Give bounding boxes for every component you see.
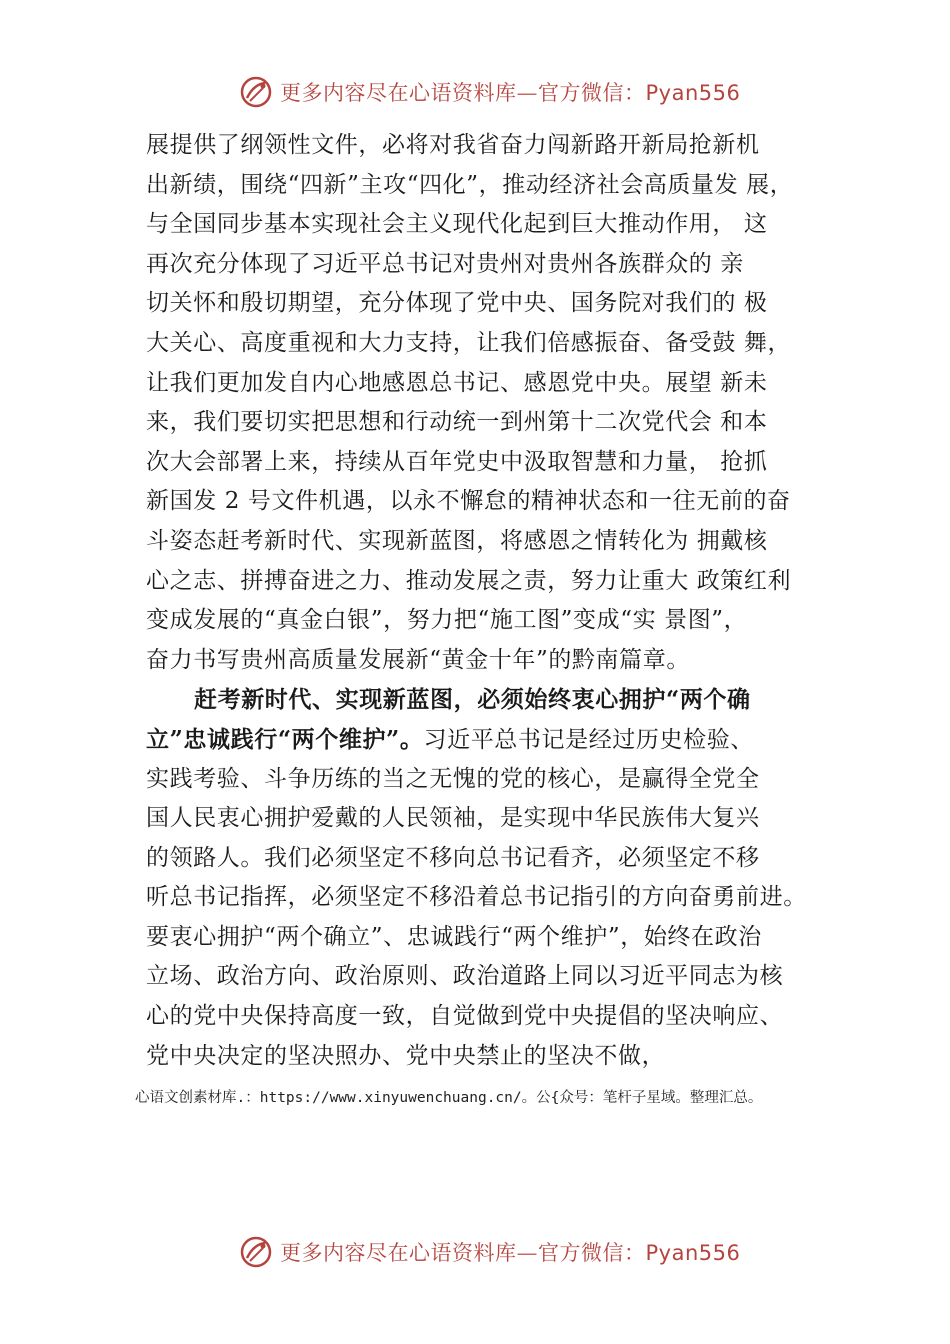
banner-contact: 官方微信：Pyan556 — [538, 1241, 741, 1265]
text-line: 要衷心拥护“两个确立”、忠诚践行“两个维护”，始终在政治 — [146, 923, 762, 950]
text-line: 的领路人。我们必须坚定不移向总书记看齐，必须坚定不移 — [146, 844, 760, 871]
text-line: 国人民衷心拥护爱戴的人民领袖，是实现中华民族伟大复兴 — [146, 805, 760, 832]
banner-title: 更多内容尽在心语资料库 — [280, 81, 517, 105]
text-line: 心的党中央保持高度一致，自觉做到党中央提倡的坚决响应、 — [146, 1003, 784, 1030]
banner-contact: 官方微信：Pyan556 — [538, 81, 741, 105]
text-line: 次大会部署上来，持续从百年党史中汲取智慧和力量， 抢抓 — [146, 448, 768, 475]
logo-icon — [238, 1234, 274, 1270]
text-line: 变成发展的“真金白银”，努力把“施工图”变成“实 景图”， — [146, 607, 748, 634]
text-line: 再次充分体现了习近平总书记对贵州对贵州各族群众的 亲 — [146, 250, 744, 277]
text-line: 让我们更加发自内心地感恩总书记、感恩党中央。展望 新未 — [146, 369, 768, 396]
text-line: 与全国同步基本实现社会主义现代化起到巨大推动作用， 这 — [146, 211, 768, 238]
text-span: 习近平总书记是经过历史检验、 — [423, 726, 754, 753]
source-note: 心语文创素材库.：https://www.xinyuwenchuang.cn/。公{众号：笔杆子星域。整理汇总。 — [135, 1090, 763, 1106]
text-line: 出新绩，围绕“四新”主攻“四化”，推动经济社会高质量发 展， — [146, 171, 794, 198]
banner-title: 更多内容尽在心语资料库 — [280, 1241, 517, 1265]
text-line: 立场、政治方向、政治原则、政治道路上同以习近平同志为核 — [146, 963, 784, 990]
logo-icon — [238, 74, 274, 110]
text-line: 实践考验、斗争历练的当之无愧的党的核心，是赢得全党全 — [146, 765, 760, 792]
banner-separator: — — [516, 1241, 538, 1265]
text-line: 大关心、高度重视和大力支持，让我们倍感振奋、备受鼓 舞， — [146, 329, 792, 356]
paragraph-1 — [146, 126, 846, 680]
paragraph-2 — [146, 680, 846, 1076]
paragraph-heading: 赶考新时代、实现新蓝图，必须始终衷心拥护“两个确 — [194, 686, 751, 714]
footer-banner — [0, 1230, 950, 1274]
text-line: 来，我们要切实把思想和行动统一到州第十二次党代会 和本 — [146, 409, 768, 436]
text-line — [146, 720, 846, 760]
paragraph-heading-end: 立”忠诚践行“两个维护”。 — [146, 725, 424, 753]
header-banner — [0, 70, 950, 114]
banner-separator: — — [516, 81, 538, 105]
text-line: 斗姿态赶考新时代、实现新蓝图，将感恩之情转化为 拥戴核 — [146, 527, 768, 554]
text-line: 听总书记指挥，必须坚定不移沿着总书记指引的方向奋勇前进。 — [146, 884, 807, 911]
text-line: 奋力书写贵州高质量发展新“黄金十年”的黔南篇章。 — [146, 646, 690, 673]
text-line: 切关怀和殷切期望，充分体现了党中央、国务院对我们的 极 — [146, 290, 768, 317]
text-line: 党中央决定的坚决照办、党中央禁止的坚决不做， — [146, 1042, 666, 1069]
text-line: 新国发 2 号文件机遇，以永不懈怠的精神状态和一往无前的奋 — [146, 488, 791, 515]
text-line: 心之志、拼搏奋进之力、推动发展之责，努力让重大 政策红利 — [146, 567, 792, 594]
text-line: 展提供了纲领性文件，必将对我省奋力闯新路开新局抢新机 — [146, 132, 760, 158]
document-body — [146, 126, 846, 1076]
